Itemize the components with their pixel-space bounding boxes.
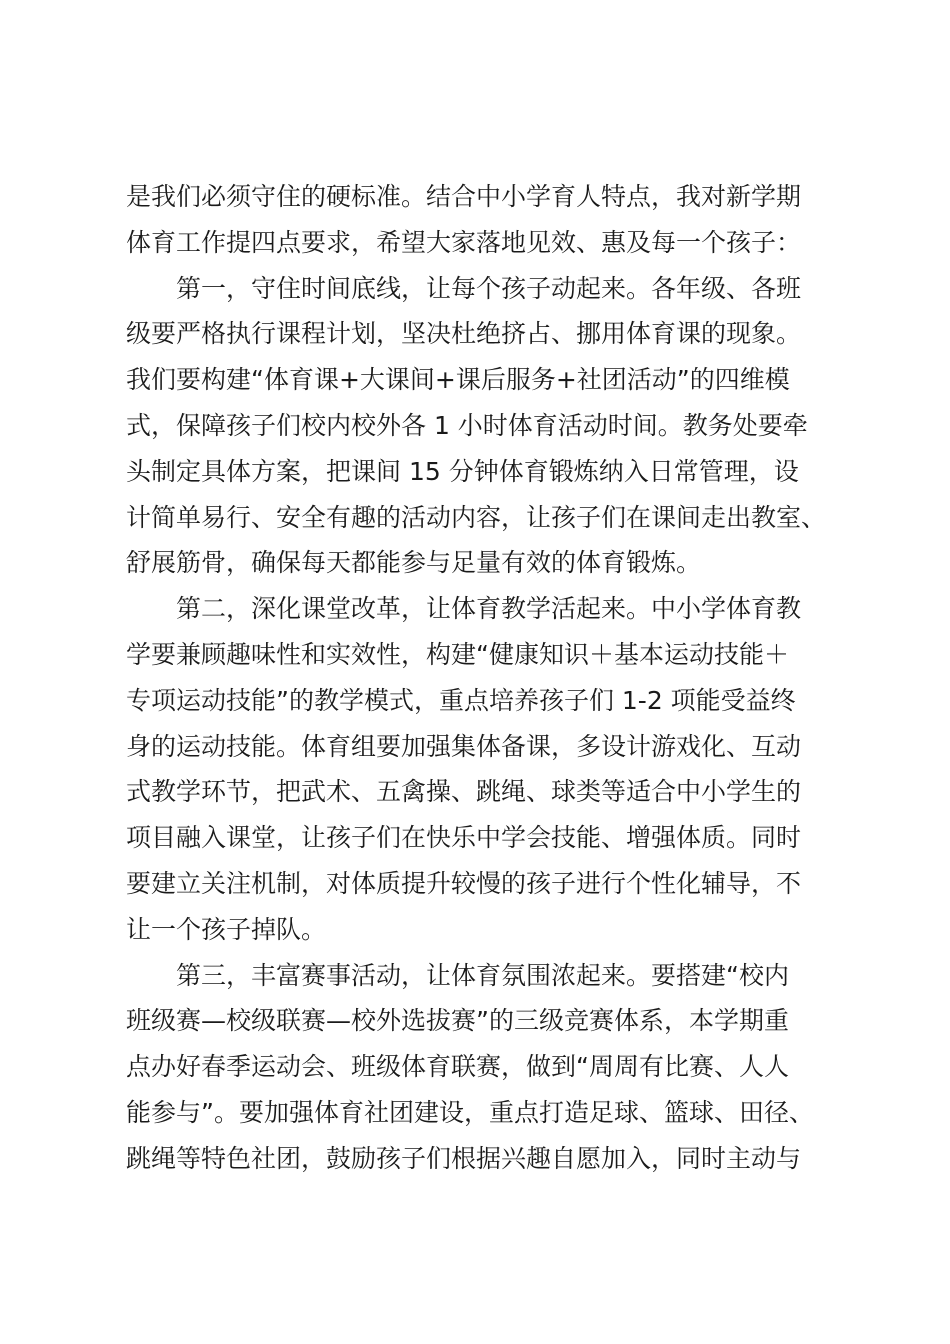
text-line: 要建立关注机制，对体质提升较慢的孩子进行个性化辅导，不: [126, 868, 802, 898]
text-line: 计简单易行、安全有趣的活动内容，让孩子们在课间走出教室、: [126, 502, 827, 532]
text-line: 学要兼顾趣味性和实效性，构建“健康知识＋基本运动技能＋: [126, 639, 789, 669]
text-line: 体育工作提四点要求，希望大家落地见效、惠及每一个孩子：: [126, 227, 802, 257]
text-line: 级要严格执行课程计划，坚决杜绝挤占、挪用体育课的现象。: [126, 319, 802, 349]
text-line: 头制定具体方案，把课间 15 分钟体育锻炼纳入日常管理，设: [126, 456, 799, 486]
paragraph-first-line: 第二，深化课堂改革，让体育教学活起来。中小学体育教: [176, 594, 802, 624]
text-line: 身的运动技能。体育组要加强集体备课，多设计游戏化、互动: [126, 731, 802, 761]
text-line: 专项运动技能”的教学模式，重点培养孩子们 1-2 项能受益终: [126, 685, 796, 715]
paragraph-first-line: 第三，丰富赛事活动，让体育氛围浓起来。要搭建“校内: [176, 960, 789, 990]
text-line: 点办好春季运动会、班级体育联赛，做到“周周有比赛、人人: [126, 1052, 789, 1082]
text-line: 班级赛—校级联赛—校外选拔赛”的三级竞赛体系，本学期重: [126, 1006, 789, 1036]
text-line: 项目融入课堂，让孩子们在快乐中学会技能、增强体质。同时: [126, 823, 802, 853]
text-line: 我们要构建“体育课+大课间+课后服务+社团活动”的四维模: [126, 365, 790, 395]
body-text: [126, 174, 846, 1182]
text-line: 跳绳等特色社团，鼓励孩子们根据兴趣自愿加入，同时主动与: [126, 1143, 802, 1173]
text-line: 式教学环节，把武术、五禽操、跳绳、球类等适合中小学生的: [126, 777, 802, 807]
paragraph-first-line: 第一，守住时间底线，让每个孩子动起来。各年级、各班: [176, 273, 802, 303]
text-line: 让一个孩子掉队。: [126, 914, 327, 944]
text-line: 能参与”。要加强体育社团建设，重点打造足球、篮球、田径、: [126, 1097, 814, 1127]
text-line: 舒展筋骨，确保每天都能参与足量有效的体育锻炼。: [126, 548, 702, 578]
text-line: 是我们必须守住的硬标准。结合中小学育人特点，我对新学期: [126, 182, 802, 211]
text-line: 式，保障孩子们校内校外各 1 小时体育活动时间。教务处要牵: [126, 410, 808, 440]
